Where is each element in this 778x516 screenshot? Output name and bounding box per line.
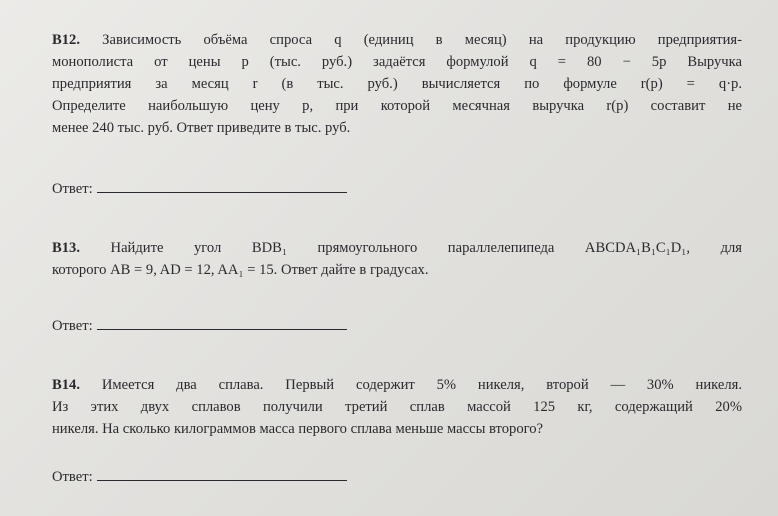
problem-text: Определите наибольшую цену p, при которой месячная выручка r(p) составит не bbox=[52, 98, 742, 114]
answer-line-b12 bbox=[52, 180, 347, 198]
answer-label: Ответ: bbox=[52, 469, 93, 485]
problem-text: менее 240 тыс. руб. Ответ приведите в тыс. руб. bbox=[52, 120, 351, 136]
problem-text: Зависимость объёма спроса q (единиц в месяц) на продукцию предприятия- bbox=[102, 32, 742, 48]
answer-blank[interactable] bbox=[97, 317, 347, 330]
problem-text: которого AB = 9, AD = 12, AA₁ = 15. Ответ дайте в градусах. bbox=[52, 262, 429, 278]
problem-number: B12. bbox=[52, 32, 80, 48]
answer-label: Ответ: bbox=[52, 181, 93, 197]
problem-text: Из этих двух сплавов получили третий сплав массой 125 кг, содержащий 20% bbox=[52, 399, 742, 415]
answer-label: Ответ: bbox=[52, 318, 93, 334]
problem-text: монополиста от цены p (тыс. руб.) задаётся формулой q = 80 − 5p Выручка bbox=[52, 54, 742, 70]
problem-number: B13. bbox=[52, 240, 80, 256]
problem-b12 bbox=[52, 29, 742, 139]
answer-blank[interactable] bbox=[97, 180, 347, 193]
problem-b13 bbox=[52, 237, 742, 281]
answer-blank[interactable] bbox=[97, 468, 347, 481]
problem-number: B14. bbox=[52, 377, 80, 393]
answer-line-b13 bbox=[52, 317, 347, 335]
problem-b14 bbox=[52, 374, 742, 440]
problem-text: предприятия за месяц r (в тыс. руб.) вычисляется по формуле r(p) = q·p. bbox=[52, 76, 742, 92]
problem-text: Найдите угол BDB₁ прямоугольного параллелепипеда ABCDA₁B₁C₁D₁, для bbox=[110, 240, 742, 256]
problem-text: никеля. На сколько килограммов масса первого сплава меньше массы второго? bbox=[52, 421, 544, 437]
answer-line-b14 bbox=[52, 468, 347, 486]
problem-text: Имеется два сплава. Первый содержит 5% никеля, второй — 30% никеля. bbox=[101, 377, 742, 393]
